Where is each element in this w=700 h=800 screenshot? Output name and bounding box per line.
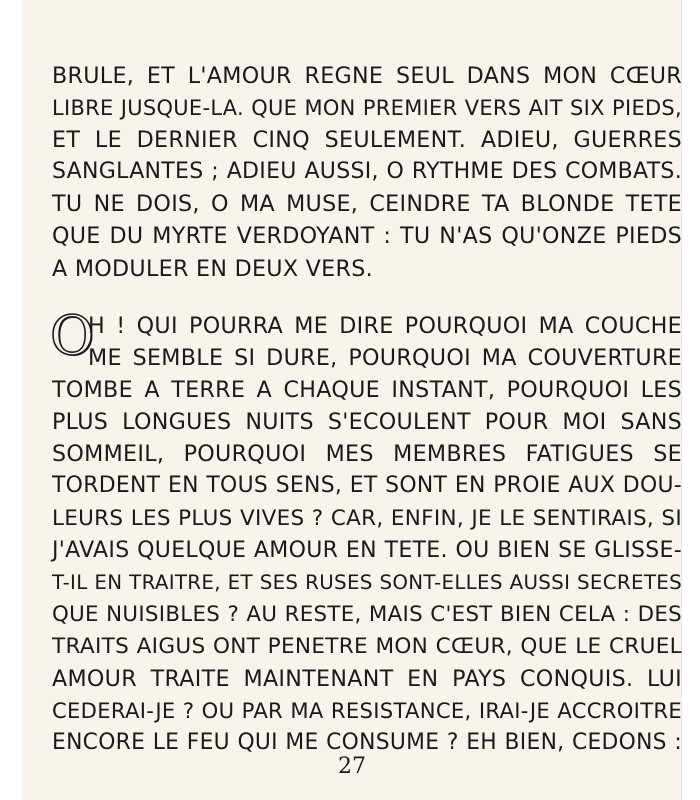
text-line: AMOUR TRAITE MAINTENANT EN PAYS CONQUIS. LUI	[52, 666, 682, 693]
text-line: LIBRE JUSQUE-LA. QUE MON PREMIER VERS AIT SIX PIEDS,	[52, 96, 682, 121]
text-line: SANGLANTES ; ADIEU AUSSI, O RYTHME DES COMBATS.	[52, 159, 682, 185]
text-line: QUE DU MYRTE VERDOYANT : TU N'AS QU'ONZE PIEDS	[52, 223, 682, 250]
text-line: LEURS LES PLUS VIVES ? CAR, ENFIN, JE LE SENTIRAIS, SI	[52, 505, 682, 531]
paragraph-1	[52, 60, 682, 285]
text-line: T-IL EN TRAITRE, ET SES RUSES SONT-ELLES AUSSI SECRETES	[52, 570, 682, 594]
text-line: ME SEMBLE SI DURE, POURQUOI MA COUVERTURE	[88, 345, 682, 372]
text-line: TORDENT EN TOUS SENS, ET SONT EN PROIE AUX DOU-	[52, 473, 682, 499]
drop-cap-letter: O	[50, 304, 95, 367]
text-line: TOMBE A TERRE A CHAQUE INSTANT, POURQUOI LES	[52, 377, 682, 404]
text-line: A MODULER EN DEUX VERS.	[52, 255, 373, 282]
text-line: ENCORE LE FEU QUI ME CONSUME ? EH BIEN, CEDONS :	[52, 730, 682, 756]
text-line: ET LE DERNIER CINQ SEULEMENT. ADIEU, GUERRES	[52, 127, 682, 154]
text-line: SOMMEIL, POURQUOI MES MEMBRES FATIGUES SE	[52, 441, 682, 468]
paragraph-2	[50, 304, 682, 759]
text-line: J'AVAIS QUELQUE AMOUR EN TETE. OU BIEN SE GLISSE-	[52, 537, 682, 563]
text-line: QUE NUISIBLES ? AU RESTE, MAIS C'EST BIEN CELA : DES	[52, 601, 682, 627]
text-line: TU NE DOIS, O MA MUSE, CEINDRE TA BLONDE TETE	[52, 191, 682, 218]
text-line: TRAITS AIGUS ONT PENETRE MON CŒUR, QUE LE CRUEL	[52, 633, 682, 659]
page-sheet	[22, 0, 682, 800]
text-line: PLUS LONGUES NUITS S'ECOULENT POUR MOI SANS	[52, 409, 682, 436]
text-line: H ! QUI POURRA ME DIRE POURQUOI MA COUCHE	[88, 313, 682, 339]
page-number: 27	[338, 754, 366, 779]
text-line: BRULE, ET L'AMOUR REGNE SEUL DANS MON CŒUR	[52, 63, 682, 89]
text-line: CEDERAI-JE ? OU PAR MA RESISTANCE, IRAI-JE ACCROITRE	[52, 698, 682, 724]
